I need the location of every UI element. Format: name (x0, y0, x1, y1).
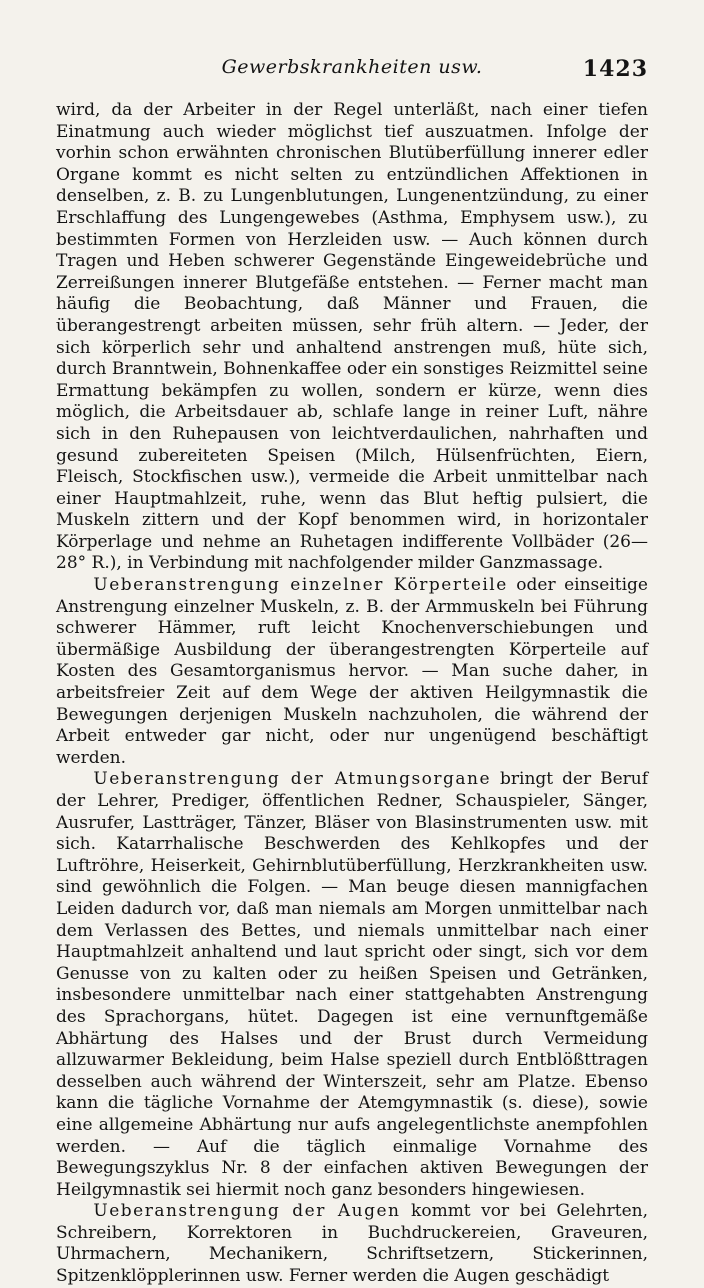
paragraph-2-heading: Ueberanstrengung einzelner Körperteile (93, 575, 508, 596)
paragraph-4 (56, 1201, 648, 1287)
paragraph-3-text: bringt der Beruf der Lehrer, Prediger, öffentlichen Redner, Schauspieler, Sänger, Ausrufer, Lastträger, Tänzer, Bläser von Blasinstrumenten usw. mit sich. Katarrhalische Beschwerden des Kehlkopfes und der Luftröhre, Heiserkeit, Gehirnblutüberfüllung, Herzkrankheiten usw. sind gewöhnlich die Folgen. — Man beuge diesen mannigfachen Leiden dadurch vor, daß man niemals am Morgen unmittelbar nach dem Verlassen des Bettes, und niemals unmittelbar nach einer Hauptmahlzeit anhaltend und laut spricht oder singt, sich vor dem Genusse von zu kalten oder zu heißen Speisen und Getränken, insbesondere unmittelbar nach einer stattgehabten Anstrengung des Sprachorgans, hütet. Dagegen ist eine vernunftgemäße Abhärtung des Halses und der Brust durch Vermeidung allzuwarmer Bekleidung, beim Halse speziell durch Entblößttragen desselben auch während der Winterszeit, sehr am Platze. Ebenso kann die tägliche Vornahme der Atemgymnastik (s. diese), sowie eine allgemeine Abhärtung nur aufs angelegentlichste anempfohlen werden. — Auf die täglich einmalige Vornahme des Bewegungszyklus Nr. 8 der einfachen aktiven Bewegungen der Heilgymnastik sei hiermit noch ganz besonders hingewiesen. (56, 769, 649, 1200)
paragraph-4-text: kommt vor bei Gelehrten, Schreibern, Korrektoren in Buchdruckereien, Graveuren, Uhrmachern, Mechanikern, Schriftsetzern, Stickerinnen, Spitzenklöpplerinnen usw. Ferner werden die Augen geschädigt (56, 1201, 649, 1287)
paragraph-3-heading: Ueberanstrengung der Atmungsorgane (93, 769, 492, 790)
page-number: 1423 (582, 56, 648, 82)
paragraph-2-text: oder einseitige Anstrengung einzelner Muskeln, z. B. der Armmuskeln bei Führung schwerer Hämmer, ruft leicht Knochenverschiebungen und übermäßige Ausbildung der überangestrengten Körperteile auf Kosten des Gesamtorganismus hervor. — Man suche daher, in arbeitsfreier Zeit auf dem Wege der aktiven Heilgymnastik die Bewegungen derjenigen Muskeln nachzuholen, die während der Arbeit entweder gar nicht, oder nur ungenügend beschäftigt werden. (56, 575, 648, 768)
paragraph-1-text: wird, da der Arbeiter in der Regel unterläßt, nach einer tiefen Einatmung auch wieder möglichst tief auszuatmen. Infolge der vorhin schon erwähnten chronischen Blutüberfüllung innerer edler Organe kommt es nicht selten zu entzündlichen Affektionen in denselben, z. B. zu Lungenblutungen, Lungenentzündung, zu einer Erschlaffung des Lungengewebes (Asthma, Emphysem usw.), zu bestimmten Formen von Herzleiden usw. — Auch können durch Tragen und Heben schwerer Gegenstände Eingeweidebrüche und Zerreißungen innerer Blutgefäße entstehen. — Ferner macht man häufig die Beobachtung, daß Männer und Frauen, die überangestrengt arbeiten müssen, sehr früh altern. — Jeder, der sich körperlich sehr und anhaltend anstrengen muß, hüte sich, durch Branntwein, Bohnenkaffee oder ein sonstiges Reizmittel seine Ermattung bekämpfen zu wollen, sondern er kürze, wenn dies möglich, die Arbeitsdauer ab, schlafe lange in reiner Luft, nähre sich in den Ruhepausen von leichtverdaulichen, nahrhaften und gesund zubereiteten Speisen (Milch, Hülsenfrüchten, Eiern, Fleisch, Stockfischen usw.), vermeide die Arbeit unmittelbar nach einer Hauptmahlzeit, ruhe, wenn das Blut heftig pulsiert, die Muskeln zittern und der Kopf benommen wird, in horizontaler Körperlage und nehme an Ruhetagen indifferente Vollbäder (26—28° R.), in Verbindung mit nachfolgender milder Ganzmassage. (56, 100, 648, 574)
running-head: Gewerbskrankheiten usw. (221, 56, 483, 78)
paragraph-3 (56, 769, 648, 1201)
paragraph-4-heading: Ueberanstrengung der Augen (93, 1201, 401, 1222)
page-header (56, 56, 648, 96)
paragraph-2 (56, 575, 648, 769)
body-text (56, 100, 648, 1288)
paragraph-1 (56, 100, 648, 575)
